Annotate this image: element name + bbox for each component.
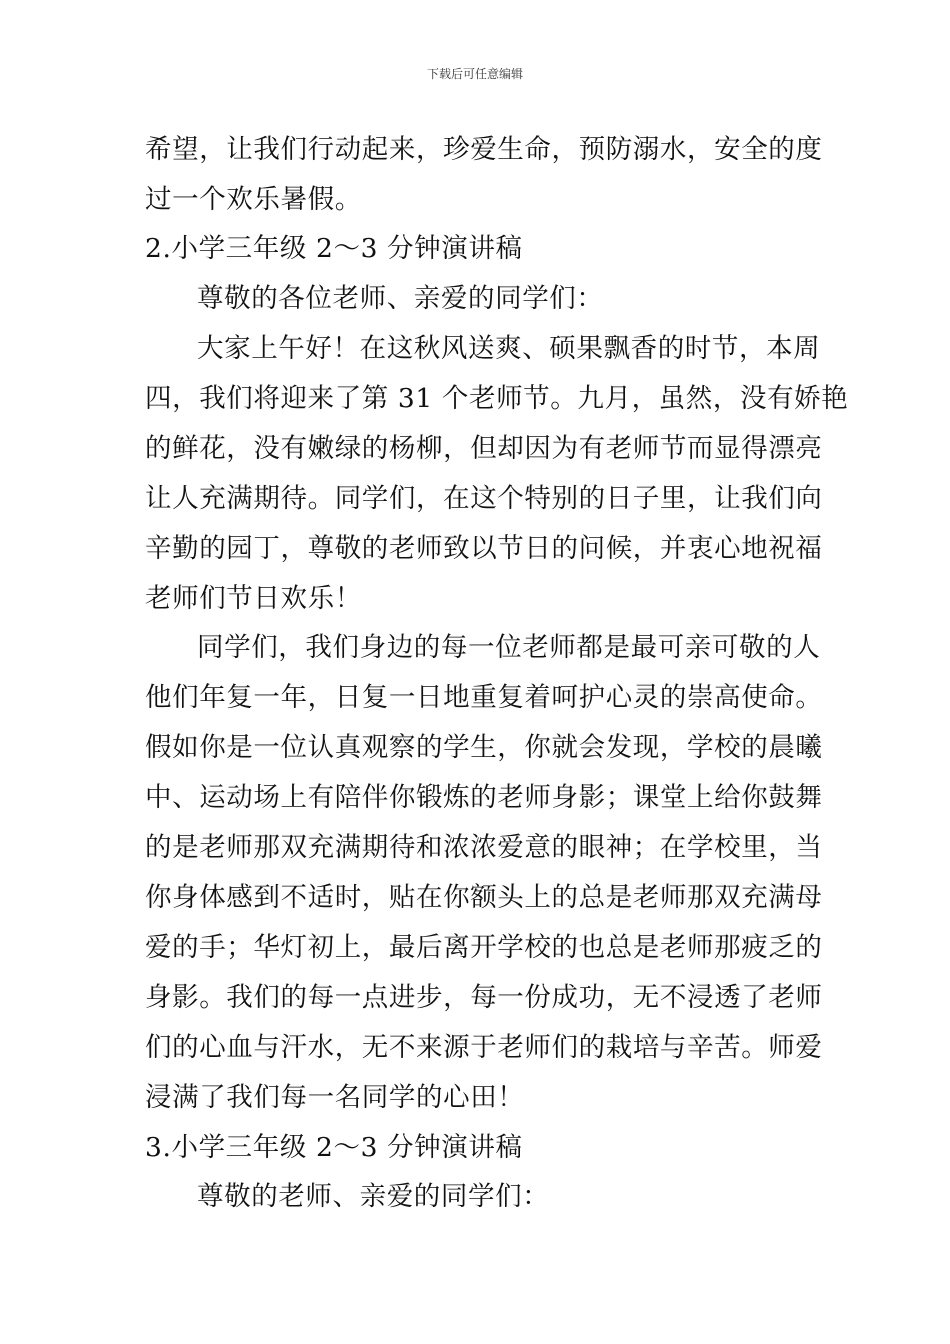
paragraph-line: 们的心血与汗水，无不来源于老师们的栽培与辛苦。师爱 [145, 1032, 823, 1063]
page-header: 下载后可任意编辑 [426, 67, 523, 81]
paragraph-line: 的是老师那双充满期待和浓浓爱意的眼神；在学校里，当 [145, 832, 823, 863]
paragraph-line: 爱的手；华灯初上，最后离开学校的也总是老师那疲乏的 [145, 932, 823, 963]
body-line: 过一个欢乐暑假。 [145, 184, 362, 215]
body-line: 希望，让我们行动起来，珍爱生命，预防溺水，安全的度 [145, 134, 823, 165]
paragraph-line: 假如你是一位认真观察的学生，你就会发现，学校的晨曦 [145, 732, 823, 763]
paragraph-line: 的鲜花，没有嫩绿的杨柳，但却因为有老师节而显得漂亮 [145, 433, 823, 464]
paragraph-line: 他们年复一年，日复一日地重复着呵护心灵的崇高使命。 [145, 682, 823, 713]
paragraph-line: 同学们，我们身边的每一位老师都是最可亲可敬的人 [197, 632, 821, 663]
salutation: 尊敬的老师、亲爱的同学们： [197, 1181, 550, 1212]
paragraph-line: 浸满了我们每一名同学的心田！ [145, 1082, 525, 1113]
paragraph-line: 你身体感到不适时，贴在你额头上的总是老师那双充满母 [145, 882, 823, 913]
paragraph-line: 大家上午好！在这秋风送爽、硕果飘香的时节，本周 [197, 333, 821, 364]
paragraph-line: 老师们节日欢乐！ [145, 583, 362, 614]
paragraph-line: 身影。我们的每一点进步，每一份成功，无不浸透了老师 [145, 982, 823, 1013]
paragraph-line: 辛勤的园丁，尊敬的老师致以节日的问候，并衷心地祝福 [145, 533, 823, 564]
section-heading: 2.小学三年级 2～3 分钟演讲稿 [145, 233, 523, 264]
paragraph-line: 四，我们将迎来了第 31 个老师节。九月，虽然，没有娇艳 [145, 383, 849, 414]
paragraph-line: 让人充满期待。同学们，在这个特别的日子里，让我们向 [145, 483, 823, 514]
salutation: 尊敬的各位老师、亲爱的同学们： [197, 283, 604, 314]
section-heading: 3.小学三年级 2～3 分钟演讲稿 [145, 1132, 523, 1163]
paragraph-line: 中、运动场上有陪伴你锻炼的老师身影；课堂上给你鼓舞 [145, 782, 823, 813]
